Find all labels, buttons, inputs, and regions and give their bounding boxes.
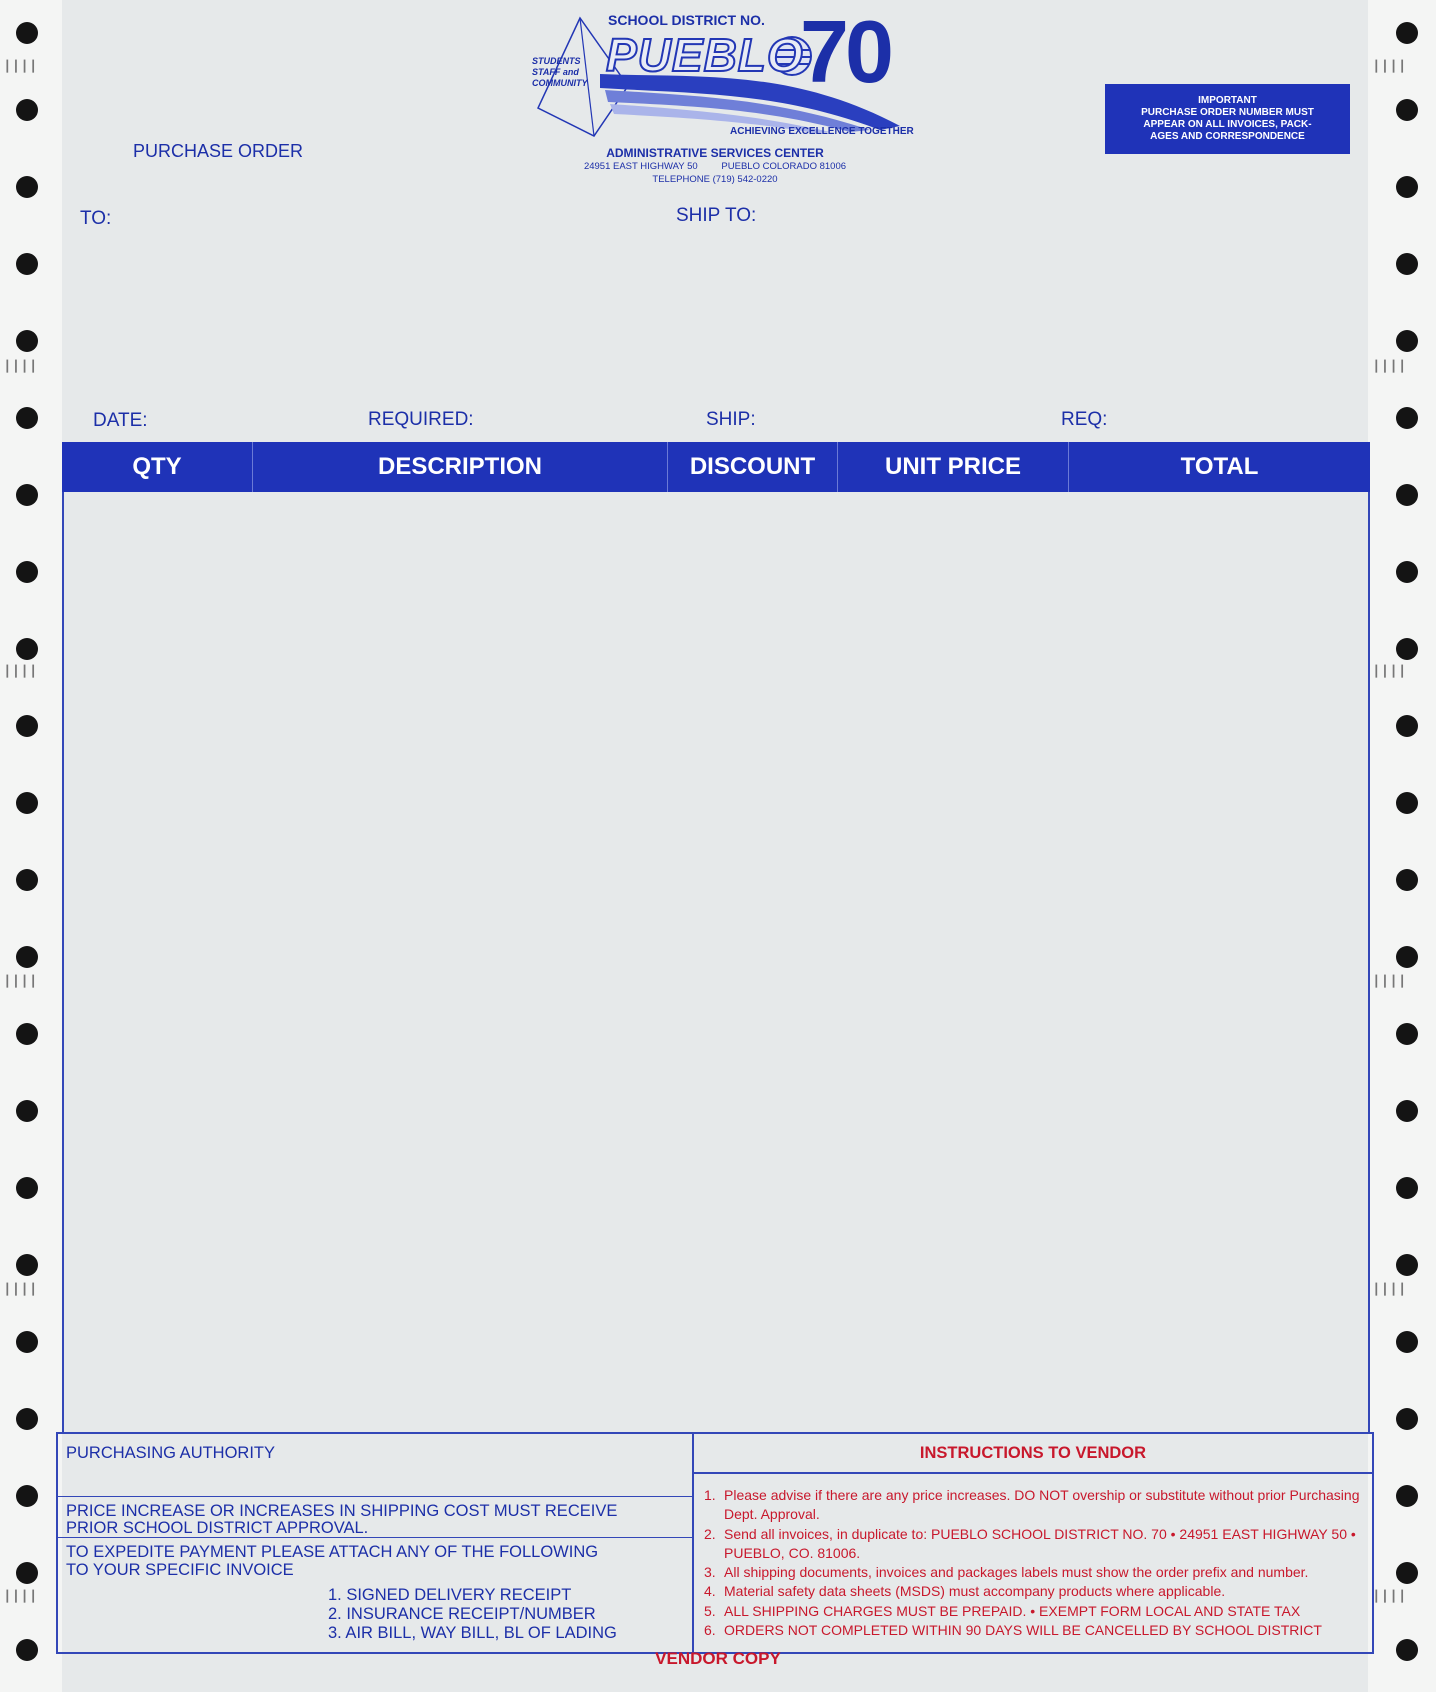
district-line: SCHOOL DISTRICT NO. (608, 12, 765, 28)
table-right-rule (1368, 492, 1370, 1434)
divider (58, 1537, 692, 1538)
instruction-item (704, 1582, 1362, 1601)
feed-hole (16, 484, 38, 506)
telephone: TELEPHONE (719) 542-0220 (652, 174, 778, 185)
feed-hole (1396, 1177, 1418, 1199)
instruction-num: 3. (704, 1564, 716, 1581)
instruction-item (704, 1602, 1362, 1621)
purchase-order-title: PURCHASE ORDER (133, 141, 304, 161)
required-label: REQUIRED: (368, 409, 474, 430)
instructions-panel (694, 1434, 1372, 1652)
table-header (62, 442, 1370, 492)
feed-hole (16, 946, 38, 968)
col-unit-price: UNIT PRICE (838, 442, 1069, 492)
feed-hole (1396, 1023, 1418, 1045)
feed-hole (1396, 715, 1418, 737)
admin-title: ADMINISTRATIVE SERVICES CENTER (606, 146, 824, 160)
feed-hole (16, 715, 38, 737)
feed-hole (16, 1254, 38, 1276)
price-notice-line-1: PRICE INCREASE OR INCREASES IN SHIPPING COST MUST RECEIVE (66, 1502, 618, 1520)
feed-hole (1396, 176, 1418, 198)
feed-hole (16, 1331, 38, 1353)
instruction-item (704, 1486, 1362, 1525)
instructions-list (704, 1486, 1362, 1640)
address-right: PUEBLO COLORADO 81006 (721, 161, 847, 172)
important-line-4: AGES AND CORRESPONDENCE (1150, 131, 1305, 142)
perforation-mark: ┃┃┃┃ (4, 60, 39, 73)
instruction-item (704, 1621, 1362, 1640)
address-left: 24951 EAST HIGHWAY 50 (583, 161, 698, 172)
admin-center-block (540, 147, 890, 186)
feed-hole (1396, 99, 1418, 121)
perforation-mark: ┃┃┃┃ (4, 1283, 39, 1296)
instruction-num: 4. (704, 1583, 716, 1600)
date-label: DATE: (93, 410, 148, 431)
perforation-mark: ┃┃┃┃ (1373, 1590, 1408, 1603)
perforation-mark: ┃┃┃┃ (1373, 360, 1408, 373)
feed-hole (1396, 1100, 1418, 1122)
feed-hole (16, 330, 38, 352)
important-line-1: IMPORTANT (1198, 95, 1257, 106)
instruction-text: Please advise if there are any price increases. DO NOT overship or substitute without prior Purchasing Dept. Approval. (724, 1487, 1360, 1523)
perforation-mark: ┃┃┃┃ (1373, 60, 1408, 73)
instruction-num: 1. (704, 1487, 716, 1503)
bottom-panel (56, 1432, 1374, 1654)
feed-hole (1396, 22, 1418, 44)
col-description: DESCRIPTION (253, 442, 668, 492)
attach-list (328, 1586, 617, 1643)
perforation-mark: ┃┃┃┃ (4, 665, 39, 678)
district-logo (530, 2, 920, 143)
feed-hole (1396, 1254, 1418, 1276)
feed-hole (16, 407, 38, 429)
feed-hole (16, 99, 38, 121)
instruction-num: 2. (704, 1525, 716, 1542)
to-label: TO: (80, 208, 112, 229)
perforation-mark: ┃┃┃┃ (4, 1590, 39, 1603)
instruction-text: ORDERS NOT COMPLETED WITHIN 90 DAYS WILL BE CANCELLED BY SCHOOL DISTRICT (724, 1622, 1322, 1639)
perforation-mark: ┃┃┃┃ (1373, 975, 1408, 988)
purchasing-authority-label: PURCHASING AUTHORITY (66, 1444, 276, 1462)
perforation-mark: ┃┃┃┃ (4, 975, 39, 988)
instruction-num: 6. (704, 1622, 716, 1639)
feed-hole (1396, 561, 1418, 583)
instructions-title: INSTRUCTIONS TO VENDOR (694, 1434, 1372, 1474)
feed-hole (16, 253, 38, 275)
feed-hole (1396, 1408, 1418, 1430)
pueblo-wordmark: PUEBLO (606, 29, 804, 81)
col-discount: DISCOUNT (668, 442, 838, 492)
expedite-line-1: TO EXPEDITE PAYMENT PLEASE ATTACH ANY OF THE FOLLOWING (66, 1543, 599, 1561)
instruction-text: ALL SHIPPING CHARGES MUST BE PREPAID. • EXEMPT FORM LOCAL AND STATE TAX (724, 1602, 1301, 1619)
list-item: 1. SIGNED DELIVERY RECEIPT (328, 1586, 572, 1604)
perforation-mark: ┃┃┃┃ (1373, 665, 1408, 678)
instruction-text: All shipping documents, invoices and packages labels must show the order prefix and number. (724, 1564, 1309, 1581)
price-notice-line-2: PRIOR SCHOOL DISTRICT APPROVAL. (66, 1519, 369, 1537)
col-total: TOTAL (1180, 453, 1259, 480)
feed-hole (16, 22, 38, 44)
authority-panel (58, 1434, 694, 1652)
feed-hole (1396, 484, 1418, 506)
address-line (540, 160, 890, 173)
important-notice-box (1105, 84, 1350, 154)
req-label: REQ: (1061, 409, 1108, 430)
feed-hole (1396, 638, 1418, 660)
feed-hole (16, 869, 38, 891)
feed-hole (16, 1408, 38, 1430)
feed-hole (1396, 946, 1418, 968)
perforation-mark: ┃┃┃┃ (1373, 1283, 1408, 1296)
vendor-copy-label: VENDOR COPY (655, 1649, 781, 1668)
feed-hole (16, 792, 38, 814)
list-item: 2. INSURANCE RECEIPT/NUMBER (328, 1605, 596, 1623)
feed-hole (16, 1023, 38, 1045)
important-line-3: APPEAR ON ALL INVOICES, PACK- (1143, 119, 1312, 130)
instruction-text: Material safety data sheets (MSDS) must accompany products where applicable. (724, 1583, 1226, 1600)
feed-hole (16, 1177, 38, 1199)
instruction-item (704, 1563, 1362, 1582)
ship-to-label: SHIP TO: (676, 205, 757, 226)
feed-hole (1396, 1485, 1418, 1507)
feed-hole (1396, 869, 1418, 891)
divider (58, 1496, 692, 1497)
instruction-item (704, 1525, 1362, 1564)
feed-hole (16, 1562, 38, 1584)
district-number: 70 (800, 2, 890, 101)
feed-hole (16, 1100, 38, 1122)
instruction-num: 5. (704, 1602, 716, 1619)
instruction-text: Send all invoices, in duplicate to: PUEBLO SCHOOL DISTRICT NO. 70 • 24951 EAST HIGHWAY 50 • PUEBLO, CO. 81006. (724, 1525, 1356, 1561)
feed-hole (16, 638, 38, 660)
feed-hole (1396, 407, 1418, 429)
table-left-rule (62, 492, 64, 1434)
feed-hole (1396, 1331, 1418, 1353)
col-qty: QTY (62, 442, 253, 492)
feed-hole (1396, 1562, 1418, 1584)
feed-hole (1396, 253, 1418, 275)
feed-hole (16, 561, 38, 583)
feed-hole (16, 1485, 38, 1507)
feed-hole (16, 176, 38, 198)
perforation-mark: ┃┃┃┃ (4, 360, 39, 373)
feed-hole (1396, 330, 1418, 352)
ship-label: SHIP: (706, 409, 756, 430)
feed-hole (1396, 792, 1418, 814)
list-item: 3. AIR BILL, WAY BILL, BL OF LADING (328, 1624, 617, 1642)
motto-text: STUDENTS STAFF and COMMUNITY (532, 56, 588, 88)
expedite-line-2: TO YOUR SPECIFIC INVOICE (66, 1561, 294, 1579)
tagline: ACHIEVING EXCELLENCE TOGETHER (730, 126, 914, 137)
important-line-2: PURCHASE ORDER NUMBER MUST (1141, 107, 1314, 118)
